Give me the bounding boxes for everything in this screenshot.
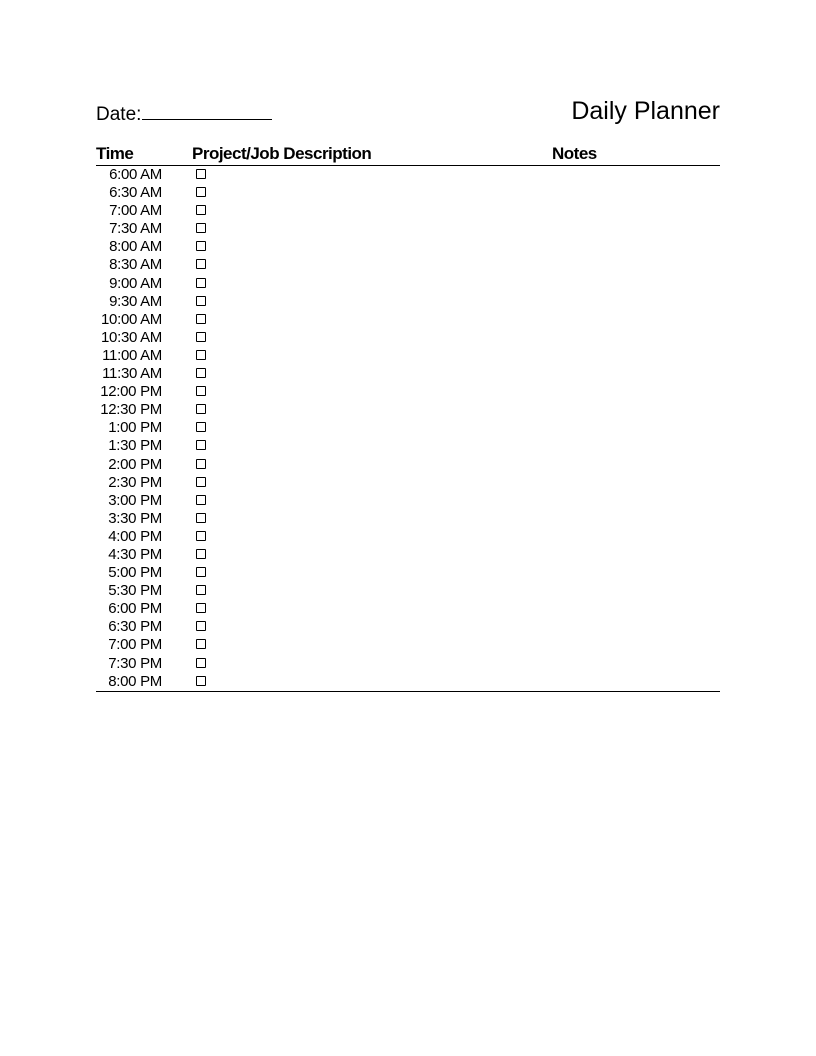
date-field[interactable]	[96, 101, 272, 127]
schedule-row	[96, 491, 720, 509]
time-slot-label: 6:30 AM	[109, 184, 162, 202]
task-checkbox[interactable]	[196, 585, 206, 595]
time-slot-label: 9:00 AM	[109, 274, 162, 292]
time-slot-label: 10:00 AM	[101, 310, 162, 328]
time-slot-label: 7:00 AM	[109, 202, 162, 220]
schedule-row	[96, 599, 720, 617]
schedule-row	[96, 455, 720, 473]
time-slot-label: 3:00 PM	[108, 491, 162, 509]
task-checkbox[interactable]	[196, 404, 206, 414]
time-slot-label: 1:30 PM	[108, 437, 162, 455]
schedule-row	[96, 310, 720, 328]
schedule-row	[96, 237, 720, 255]
time-slot-label: 10:30 AM	[101, 328, 162, 346]
schedule-row	[96, 364, 720, 382]
task-checkbox[interactable]	[196, 639, 206, 649]
task-checkbox[interactable]	[196, 440, 206, 450]
task-checkbox[interactable]	[196, 241, 206, 251]
time-slot-label: 8:00 PM	[108, 672, 162, 690]
schedule-row	[96, 635, 720, 653]
schedule-row	[96, 255, 720, 273]
time-slot-label: 11:00 AM	[102, 346, 162, 364]
time-slot-label: 11:30 AM	[102, 365, 162, 383]
time-slot-label: 4:00 PM	[108, 527, 162, 545]
task-checkbox[interactable]	[196, 223, 206, 233]
schedule-row	[96, 563, 720, 581]
time-slot-label: 7:30 AM	[109, 220, 162, 238]
schedule-row	[96, 527, 720, 545]
schedule-row	[96, 219, 720, 237]
schedule-row	[96, 292, 720, 310]
task-checkbox[interactable]	[196, 658, 206, 668]
task-checkbox[interactable]	[196, 386, 206, 396]
task-checkbox[interactable]	[196, 567, 206, 577]
task-checkbox[interactable]	[196, 477, 206, 487]
task-checkbox[interactable]	[196, 350, 206, 360]
task-checkbox[interactable]	[196, 259, 206, 269]
column-header-description: Project/Job Description	[192, 144, 372, 163]
schedule-row	[96, 654, 720, 672]
task-checkbox[interactable]	[196, 603, 206, 613]
time-slot-label: 6:00 AM	[109, 166, 162, 183]
schedule-row	[96, 382, 720, 400]
time-slot-label: 3:30 PM	[108, 509, 162, 527]
task-checkbox[interactable]	[196, 459, 206, 469]
time-slot-label: 8:00 AM	[109, 238, 162, 256]
schedule-row	[96, 581, 720, 599]
task-checkbox[interactable]	[196, 169, 206, 179]
page-title: Daily Planner	[571, 97, 720, 125]
task-checkbox[interactable]	[196, 296, 206, 306]
time-slot-label: 2:00 PM	[108, 455, 162, 473]
time-slot-label: 12:30 PM	[100, 401, 162, 419]
task-checkbox[interactable]	[196, 495, 206, 505]
schedule-row	[96, 436, 720, 454]
time-slot-label: 5:30 PM	[108, 582, 162, 600]
schedule-row	[96, 672, 720, 690]
task-checkbox[interactable]	[196, 422, 206, 432]
schedule-row	[96, 545, 720, 563]
schedule-row	[96, 201, 720, 219]
time-slot-label: 5:00 PM	[108, 564, 162, 582]
schedule-row	[96, 346, 720, 364]
date-blank-line[interactable]	[142, 101, 272, 120]
task-checkbox[interactable]	[196, 513, 206, 523]
time-slot-label: 6:00 PM	[108, 600, 162, 618]
task-checkbox[interactable]	[196, 332, 206, 342]
time-slot-label: 1:00 PM	[108, 419, 162, 437]
schedule-row	[96, 617, 720, 635]
schedule-row	[96, 418, 720, 436]
time-slot-label: 6:30 PM	[108, 618, 162, 636]
footer-divider	[96, 691, 720, 692]
schedule-row	[96, 509, 720, 527]
column-header-time: Time	[96, 144, 134, 163]
schedule-row	[96, 183, 720, 201]
task-checkbox[interactable]	[196, 278, 206, 288]
time-slot-label: 2:30 PM	[108, 473, 162, 491]
task-checkbox[interactable]	[196, 187, 206, 197]
time-slot-label: 9:30 AM	[109, 292, 162, 310]
schedule-row	[96, 274, 720, 292]
time-slot-label: 7:30 PM	[108, 654, 162, 672]
schedule-row	[96, 400, 720, 418]
date-label: Date:	[96, 104, 142, 125]
time-slot-label: 8:30 AM	[109, 256, 162, 274]
column-header-notes: Notes	[552, 144, 597, 163]
schedule-list	[96, 165, 720, 690]
task-checkbox[interactable]	[196, 205, 206, 215]
task-checkbox[interactable]	[196, 549, 206, 559]
task-checkbox[interactable]	[196, 676, 206, 686]
time-slot-label: 7:00 PM	[108, 636, 162, 654]
time-slot-label: 4:30 PM	[108, 545, 162, 563]
schedule-row	[96, 473, 720, 491]
task-checkbox[interactable]	[196, 621, 206, 631]
schedule-row	[96, 328, 720, 346]
task-checkbox[interactable]	[196, 368, 206, 378]
schedule-row	[96, 165, 720, 183]
time-slot-label: 12:00 PM	[100, 383, 162, 401]
task-checkbox[interactable]	[196, 314, 206, 324]
task-checkbox[interactable]	[196, 531, 206, 541]
